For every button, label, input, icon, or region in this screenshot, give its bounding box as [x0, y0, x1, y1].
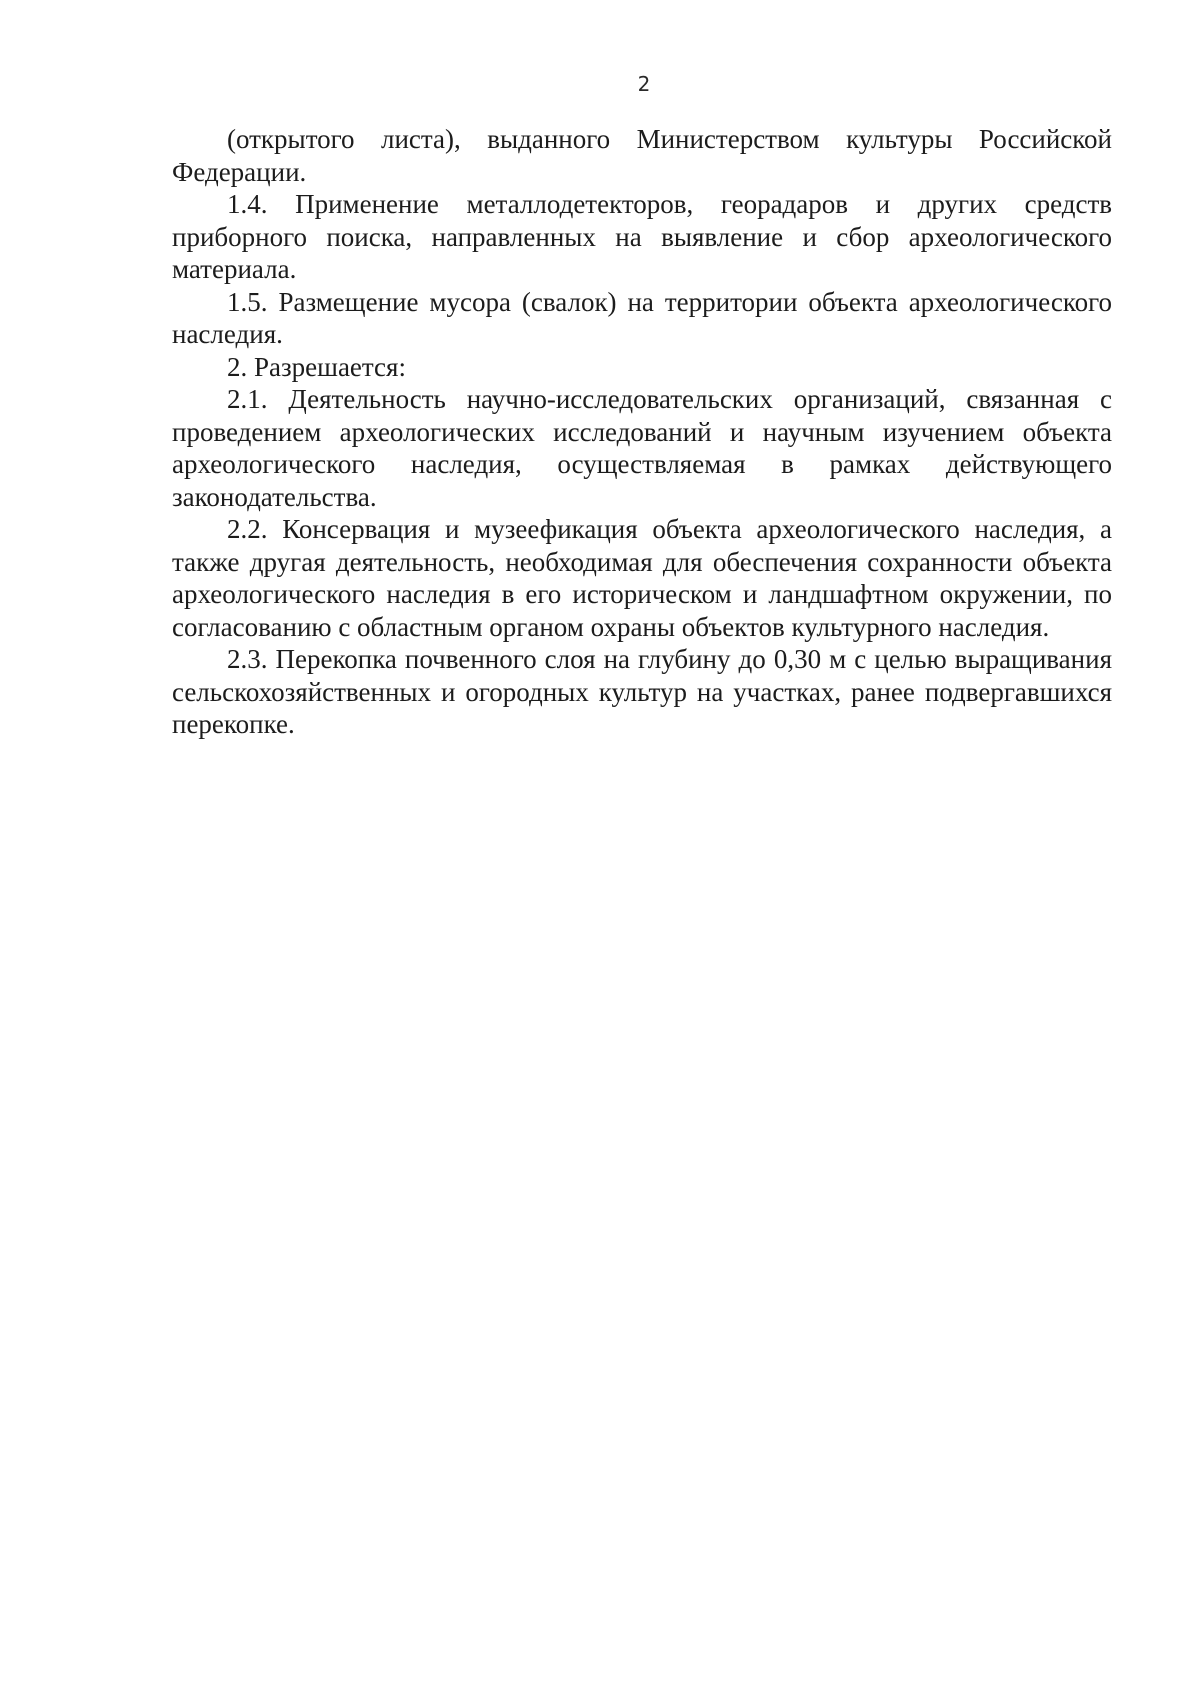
- paragraph-2-3-digging: 2.3. Перекопка почвенного слоя на глубину до 0,30 м с целью выращивания сельскохозяйственных и огородных культур на участках, ранее подвергавшихся перекопке.: [172, 644, 1112, 739]
- paragraph-2-2-conservation: 2.2. Консервация и музеефикация объекта археологического наследия, а также другая деятельность, необходимая для обеспечения сохранности объекта археологического наследия в его историческом и ландшафтном окружении, по согласованию с областным органом охраны объектов культурного наследия.: [172, 514, 1112, 642]
- paragraph-open-list-continuation: (открытого листа), выданного Министерством культуры Российской Федерации.: [172, 124, 1112, 187]
- paragraph-2-allowed-heading: 2. Разрешается:: [227, 351, 406, 382]
- document-body: [172, 123, 1112, 741]
- page-number: 2: [637, 72, 651, 96]
- paragraph-1-5-garbage: 1.5. Размещение мусора (свалок) на территории объекта археологического наследия.: [172, 286, 1112, 349]
- paragraph-1-4-detectors: 1.4. Применение металлодетекторов, георадаров и других средств приборного поиска, направленных на выявление и сбор археологического материала.: [172, 189, 1112, 284]
- paragraph-2-1-research: 2.1. Деятельность научно-исследовательских организаций, связанная с проведением археологических исследований и научным изучением объекта археологического наследия, осуществляемая в рамках действующего законодательства.: [172, 384, 1112, 512]
